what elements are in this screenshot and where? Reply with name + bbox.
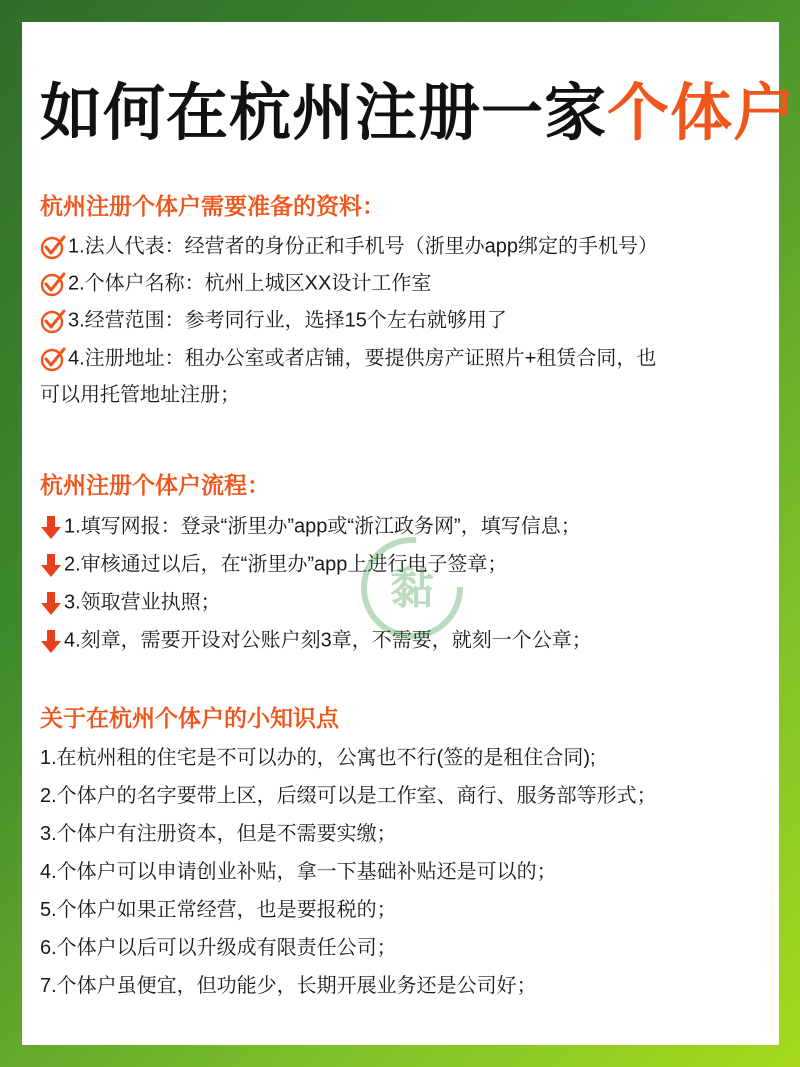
- svg-text:黏: 黏: [390, 563, 434, 614]
- down-arrow-icon: [40, 514, 62, 540]
- item-text: 2.审核通过以后，在“浙里办”app上进行电子签章；: [64, 553, 508, 576]
- item-text: 2.个体户名称：杭州上城区XX设计工作室: [68, 272, 432, 295]
- check-circle-icon: [40, 308, 66, 334]
- list-item: [40, 228, 765, 265]
- section1-heading: 杭州注册个体户需要准备的资料：: [40, 193, 385, 219]
- item-text-continuation: 可以用托管地址注册；: [40, 384, 240, 406]
- item-text: 1.法人代表：经营者的身份正和手机号（浙里办app绑定的手机号）: [68, 235, 659, 258]
- item-text: 3.经营范围：参考同行业，选择15个左右就够用了: [68, 309, 507, 332]
- item-text: 4.注册地址：租办公室或者店铺，要提供房产证照片+租赁合同，也: [68, 347, 657, 370]
- list-item: 2.个体户的名字要带上区，后缀可以是工作室、商行、服务部等形式；: [40, 785, 657, 807]
- list-item: [40, 265, 765, 302]
- check-circle-icon: [40, 346, 66, 372]
- item-text: 4.刻章，需要开设对公账户刻3章，不需要，就刻一个公章；: [64, 629, 592, 652]
- item-text: 1.填写网报：登录“浙里办”app或“浙江政务网”，填写信息；: [64, 515, 581, 538]
- list-item: 4.个体户可以申请创业补贴，拿一下基础补贴还是可以的；: [40, 861, 557, 883]
- list-item: 5.个体户如果正常经营，也是要报税的；: [40, 899, 397, 921]
- section3-heading: 关于在杭州个体户的小知识点: [40, 705, 339, 731]
- list-item: 7.个体户虽便宜，但功能少，长期开展业务还是公司好；: [40, 975, 537, 997]
- check-circle-icon: [40, 271, 66, 297]
- content-card: [22, 22, 797, 1045]
- title-highlight: 个体户: [607, 79, 797, 148]
- list-item: 6.个体户以后可以升级成有限责任公司；: [40, 937, 397, 959]
- section2-heading: 杭州注册个体户流程：: [40, 472, 270, 498]
- watermark-logo: [359, 535, 465, 641]
- list-item: [40, 302, 765, 339]
- list-item: [40, 340, 765, 377]
- page-title: [40, 74, 796, 154]
- list-item: 3.个体户有注册资本，但是不需要实缴；: [40, 823, 397, 845]
- list-item: 1.在杭州租的住宅是不可以办的，公寓也不行(签的是租住合同);: [40, 747, 596, 769]
- check-circle-icon: [40, 234, 66, 260]
- title-main: 如何在杭州注册一家: [40, 79, 608, 148]
- item-text: 3.领取营业执照；: [64, 591, 221, 614]
- down-arrow-icon: [40, 552, 62, 578]
- down-arrow-icon: [40, 628, 62, 654]
- down-arrow-icon: [40, 590, 62, 616]
